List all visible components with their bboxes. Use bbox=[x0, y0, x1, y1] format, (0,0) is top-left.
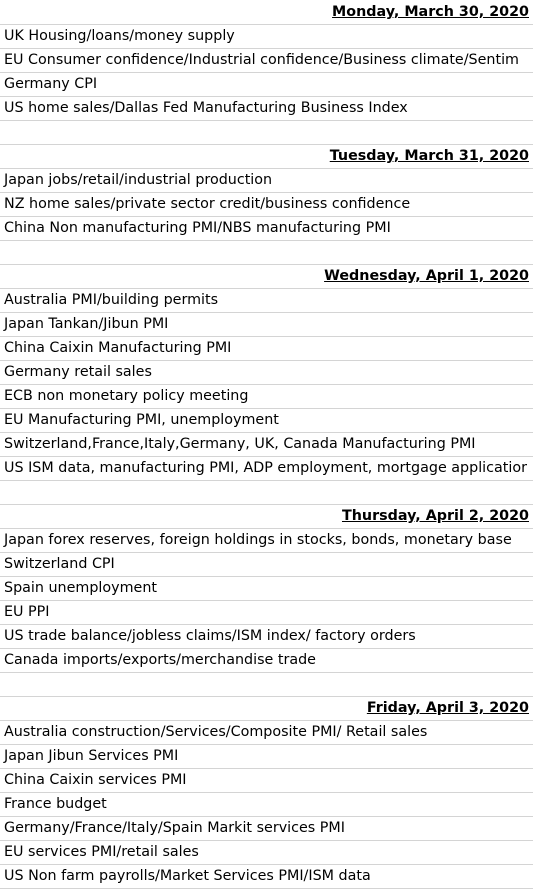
event-label: EU PPI bbox=[4, 604, 50, 620]
day-date-label: Monday, March 30, 2020 bbox=[332, 4, 529, 20]
event-row[interactable] bbox=[0, 769, 533, 793]
event-row[interactable] bbox=[0, 529, 533, 553]
day-date-label: Thursday, April 2, 2020 bbox=[341, 508, 529, 524]
event-row[interactable] bbox=[0, 193, 533, 217]
event-label: France budget bbox=[4, 796, 107, 812]
event-label: Japan forex reserves, foreign holdings in stocks, bonds, monetary base bbox=[4, 532, 512, 548]
event-row[interactable] bbox=[0, 577, 533, 601]
event-row[interactable] bbox=[0, 97, 533, 121]
event-row[interactable] bbox=[0, 49, 533, 73]
event-row[interactable] bbox=[0, 601, 533, 625]
day-date-label: Tuesday, March 31, 2020 bbox=[329, 148, 529, 164]
blank-row[interactable] bbox=[0, 241, 533, 265]
event-row[interactable] bbox=[0, 721, 533, 745]
event-label: EU Manufacturing PMI, unemployment bbox=[4, 412, 279, 428]
day-header-row[interactable] bbox=[0, 697, 533, 721]
event-label: China Non manufacturing PMI/NBS manufacturing PMI bbox=[4, 220, 391, 236]
event-label: US ISM data, manufacturing PMI, ADP employment, mortgage applicatior bbox=[4, 460, 527, 476]
day-header-row[interactable] bbox=[0, 145, 533, 169]
day-header-row[interactable] bbox=[0, 265, 533, 289]
event-label: US trade balance/jobless claims/ISM index/ factory orders bbox=[4, 628, 416, 644]
event-label: NZ home sales/private sector credit/business confidence bbox=[4, 196, 411, 212]
event-row[interactable] bbox=[0, 649, 533, 673]
event-row[interactable] bbox=[0, 25, 533, 49]
event-label: Australia PMI/building permits bbox=[4, 292, 219, 308]
event-row[interactable] bbox=[0, 865, 533, 889]
event-row[interactable] bbox=[0, 841, 533, 865]
event-label: ECB non monetary policy meeting bbox=[4, 388, 249, 404]
day-date-label: Friday, April 3, 2020 bbox=[366, 700, 529, 716]
event-row[interactable] bbox=[0, 409, 533, 433]
event-label: EU services PMI/retail sales bbox=[4, 844, 199, 860]
event-label: Germany CPI bbox=[4, 76, 98, 92]
event-row[interactable] bbox=[0, 385, 533, 409]
blank-row[interactable] bbox=[0, 481, 533, 505]
event-label: Japan Tankan/Jibun PMI bbox=[4, 316, 169, 332]
event-row[interactable] bbox=[0, 73, 533, 97]
event-row[interactable] bbox=[0, 793, 533, 817]
event-label: Germany retail sales bbox=[4, 364, 152, 380]
event-label: US home sales/Dallas Fed Manufacturing Business Index bbox=[4, 100, 408, 116]
event-label: Germany/France/Italy/Spain Markit services PMI bbox=[4, 820, 345, 836]
event-row[interactable] bbox=[0, 817, 533, 841]
event-row[interactable] bbox=[0, 169, 533, 193]
event-label: Switzerland,France,Italy,Germany, UK, Canada Manufacturing PMI bbox=[4, 436, 476, 452]
event-label: UK Housing/loans/money supply bbox=[4, 28, 235, 44]
event-row[interactable] bbox=[0, 433, 533, 457]
event-label: Canada imports/exports/merchandise trade bbox=[4, 652, 316, 668]
event-label: EU Consumer confidence/Industrial confidence/Business climate/Sentim bbox=[4, 52, 519, 68]
blank-row[interactable] bbox=[0, 673, 533, 697]
event-row[interactable] bbox=[0, 553, 533, 577]
day-header-row[interactable] bbox=[0, 1, 533, 25]
blank-row[interactable] bbox=[0, 121, 533, 145]
event-label: China Caixin services PMI bbox=[4, 772, 187, 788]
event-row[interactable] bbox=[0, 625, 533, 649]
event-row[interactable] bbox=[0, 313, 533, 337]
event-label: Switzerland CPI bbox=[4, 556, 115, 572]
event-label: US Non farm payrolls/Market Services PMI/ISM data bbox=[4, 868, 371, 884]
day-header-row[interactable] bbox=[0, 505, 533, 529]
event-label: Australia construction/Services/Composite PMI/ Retail sales bbox=[4, 724, 428, 740]
event-row[interactable] bbox=[0, 217, 533, 241]
event-label: China Caixin Manufacturing PMI bbox=[4, 340, 232, 356]
event-label: Japan jobs/retail/industrial production bbox=[4, 172, 273, 188]
event-label: Spain unemployment bbox=[4, 580, 157, 596]
event-row[interactable] bbox=[0, 361, 533, 385]
event-row[interactable] bbox=[0, 745, 533, 769]
event-row[interactable] bbox=[0, 457, 533, 481]
event-label: Japan Jibun Services PMI bbox=[4, 748, 179, 764]
event-row[interactable] bbox=[0, 337, 533, 361]
event-row[interactable] bbox=[0, 289, 533, 313]
day-date-label: Wednesday, April 1, 2020 bbox=[324, 268, 529, 284]
